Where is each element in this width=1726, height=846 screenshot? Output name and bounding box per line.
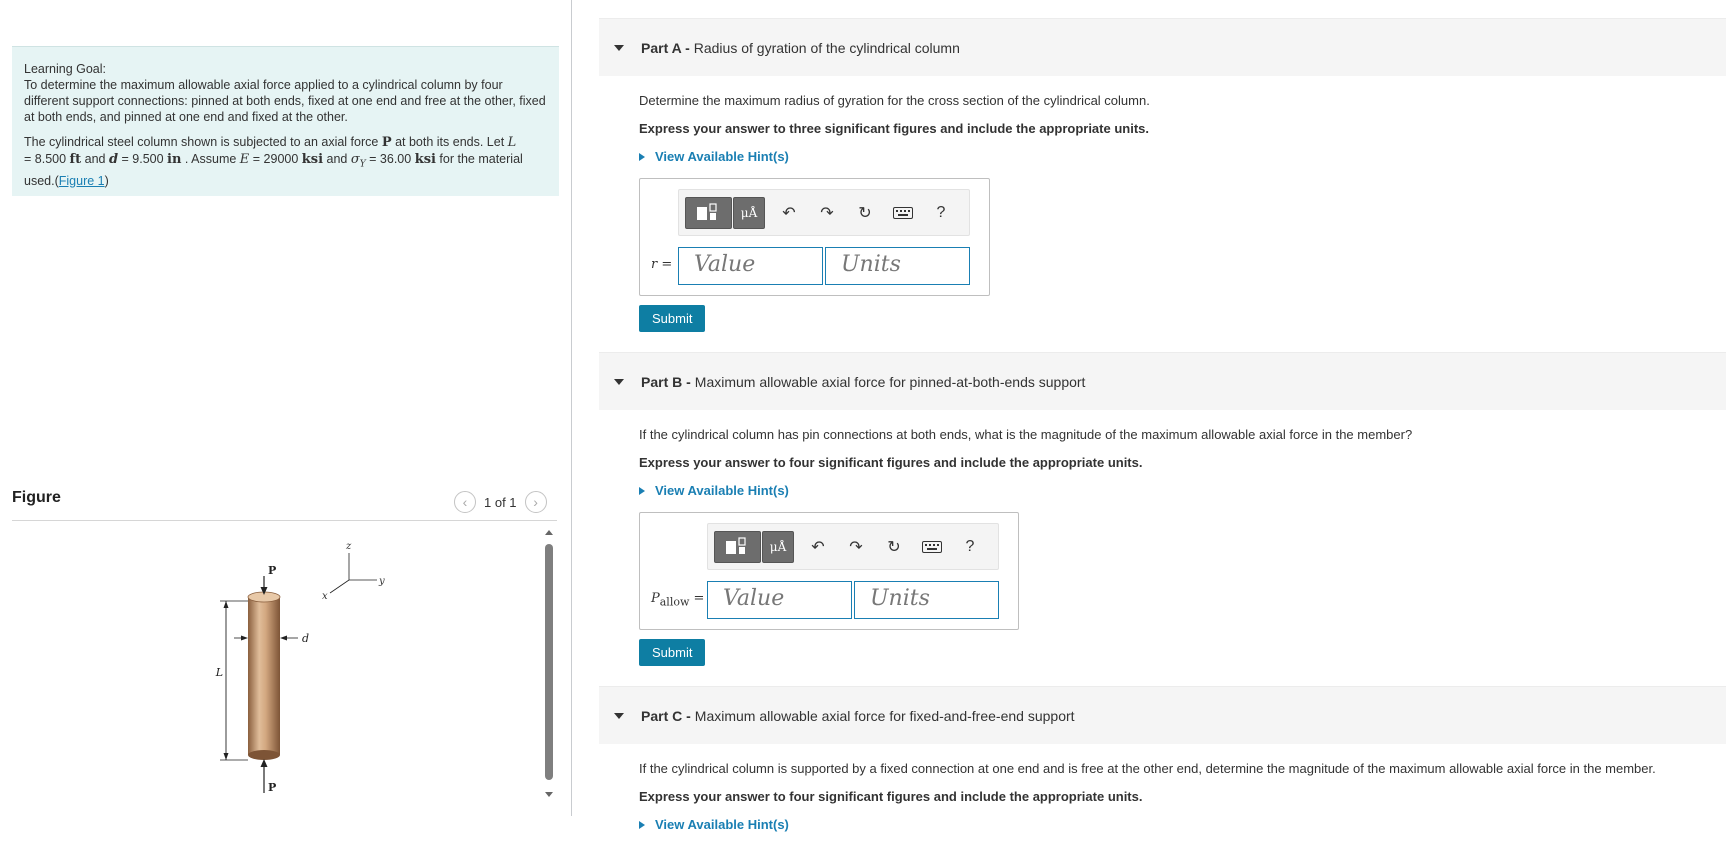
part-b-value-input[interactable]: Value — [707, 581, 852, 619]
var-subscript: allow — [659, 595, 690, 609]
paren: ) — [104, 173, 109, 188]
expand-triangle-icon — [639, 487, 645, 495]
part-b-math-toolbar — [707, 523, 999, 570]
templates-icon — [694, 202, 724, 224]
part-c-instruction: Express your answer to four significant figures and include the appropriate units. — [639, 789, 1143, 804]
part-b-answer-box — [639, 512, 1019, 630]
unit-in: in — [167, 152, 182, 167]
figure-title: Figure — [12, 489, 61, 506]
L-value: = 8.500 — [24, 152, 70, 166]
prev-figure-button[interactable] — [454, 491, 476, 513]
problem-text: and — [323, 152, 351, 166]
part-a-answer-box — [639, 178, 990, 296]
scrollbar-thumb[interactable] — [545, 544, 553, 780]
column-body — [248, 597, 280, 755]
figure-1-link[interactable]: Figure 1 — [58, 173, 105, 188]
paren: ( — [54, 173, 59, 188]
dim-L-arrow-top — [224, 601, 229, 608]
problem-text: . Assume — [181, 152, 240, 166]
axis-x-label: x — [322, 591, 328, 602]
part-b-hint-toggle[interactable] — [639, 483, 1726, 498]
part-b — [599, 352, 1726, 666]
part-c-hint-toggle[interactable] — [639, 817, 1726, 832]
part-a-variable-label — [651, 257, 672, 272]
var-symbol: P — [651, 591, 660, 606]
learning-goal-heading: Learning Goal: — [24, 62, 107, 76]
part-b-submit-button[interactable]: Submit — [639, 639, 705, 666]
unit-ft: ft — [69, 152, 82, 167]
symbols-button[interactable] — [733, 197, 765, 229]
collapse-triangle-icon — [614, 713, 624, 719]
math-E: E — [239, 152, 250, 167]
part-c-body — [599, 744, 1726, 832]
part-b-hint-label: View Available Hint(s) — [655, 483, 789, 498]
keyboard-icon[interactable] — [917, 532, 947, 562]
figure-area — [12, 521, 542, 816]
force-label-bottom: P — [268, 781, 277, 794]
problem-text: and — [81, 152, 109, 166]
force-label-top: P — [268, 564, 277, 577]
part-a-value-input[interactable]: Value — [678, 247, 823, 285]
part-c-question: If the cylindrical column is supported by a fixed connection at one end and is free at the other end, determine the magnitude of the maximum allowable axial force in the member. — [639, 761, 1656, 776]
axis-z-label: z — [346, 541, 352, 552]
learning-goal-text: To determine the maximum allowable axial force applied to a cylindrical column by four different support connections: pinned at both ends, fixed at one end and free at the other, fixed at both ends, and pinned at one end and fixed at the other. — [24, 78, 546, 124]
part-b-units-input[interactable]: Units — [854, 581, 999, 619]
problem-text: at both its ends. Let — [391, 135, 508, 149]
dim-d-left-arrow — [241, 636, 248, 641]
next-figure-button[interactable] — [525, 491, 547, 513]
learning-goal-box — [12, 46, 559, 196]
expand-triangle-icon — [639, 821, 645, 829]
left-pane — [0, 0, 572, 816]
part-a-title: Radius of gyration of the cylindrical column — [693, 39, 960, 56]
part-a-instruction: Express your answer to three significant figures and include the appropriate units. — [639, 121, 1149, 136]
column-bottom-edge — [248, 750, 280, 760]
figure-pager — [454, 491, 547, 513]
redo-icon[interactable]: ↷ — [849, 538, 863, 556]
unit-ksi: ksi — [301, 152, 324, 167]
part-b-header[interactable] — [599, 352, 1726, 410]
part-a-letter: Part A - — [641, 39, 690, 56]
undo-icon[interactable]: ↶ — [782, 204, 796, 222]
collapse-triangle-icon — [614, 379, 624, 385]
part-a-question: Determine the maximum radius of gyration for the cross section of the cylindrical column. — [639, 93, 1150, 108]
reset-icon[interactable]: ↻ — [887, 538, 901, 556]
d-value: = 9.500 — [118, 152, 168, 166]
force-arrowhead-bottom — [261, 759, 268, 767]
problem-text: for the material used. — [24, 152, 523, 188]
part-a-hint-label: View Available Hint(s) — [655, 149, 789, 164]
problem-text: The cylindrical steel column shown is subjected to an axial force — [24, 135, 382, 149]
reset-icon[interactable]: ↻ — [858, 204, 872, 222]
part-a-math-toolbar — [678, 189, 970, 236]
dim-d-right-arrow — [280, 636, 287, 641]
part-c-header[interactable] — [599, 686, 1726, 744]
part-b-letter: Part B - — [641, 373, 691, 390]
part-b-body — [599, 410, 1726, 666]
chevron-left-icon: ‹ — [462, 494, 468, 510]
unit-ksi: ksi — [414, 152, 436, 167]
var-symbol: r — [651, 257, 658, 272]
keyboard-icon[interactable] — [888, 198, 918, 228]
sigma-value: = 36.00 — [365, 152, 415, 166]
chevron-right-icon: › — [533, 494, 538, 510]
mu-angstrom-icon: μÅ — [769, 539, 787, 554]
right-pane — [574, 0, 1726, 832]
equals-sign: = — [657, 257, 673, 272]
part-a-body — [599, 76, 1726, 332]
part-a — [599, 18, 1726, 332]
part-a-hint-toggle[interactable] — [639, 149, 1726, 164]
undo-icon[interactable]: ↶ — [811, 538, 825, 556]
figure-page-count: 1 of 1 — [484, 494, 517, 510]
templates-button[interactable] — [714, 531, 761, 563]
part-a-header[interactable] — [599, 18, 1726, 76]
collapse-triangle-icon — [614, 45, 624, 51]
math-L: L — [507, 135, 517, 150]
part-c-hint-label: View Available Hint(s) — [655, 817, 789, 832]
templates-icon — [723, 536, 753, 558]
math-d: d — [108, 152, 119, 167]
equals-sign: = — [689, 591, 705, 606]
redo-icon[interactable]: ↷ — [820, 204, 834, 222]
expand-triangle-icon — [639, 153, 645, 161]
axis-y-label: y — [379, 576, 385, 587]
part-b-variable-label — [651, 591, 704, 609]
E-value: = 29000 — [249, 152, 302, 166]
dim-L-arrow-bottom — [224, 753, 229, 760]
column-diagram — [12, 521, 542, 816]
part-c-title: Maximum allowable axial force for fixed-and-free-end support — [694, 707, 1075, 724]
part-b-instruction: Express your answer to four significant figures and include the appropriate units. — [639, 455, 1143, 470]
mu-angstrom-icon: μÅ — [740, 205, 758, 220]
part-a-units-input[interactable]: Units — [825, 247, 970, 285]
dim-L-label: L — [215, 666, 223, 679]
help-icon[interactable]: ? — [936, 203, 946, 221]
math-sigma: σ — [350, 152, 360, 167]
part-b-title: Maximum allowable axial force for pinned-at-both-ends support — [694, 373, 1086, 390]
dim-d-label: d — [302, 632, 310, 645]
part-c-letter: Part C - — [641, 707, 691, 724]
scroll-down-arrow-icon[interactable] — [545, 792, 553, 797]
problem-statement — [24, 134, 547, 189]
scroll-up-arrow-icon[interactable] — [545, 530, 553, 535]
part-c — [599, 686, 1726, 846]
help-icon[interactable]: ? — [965, 537, 975, 555]
templates-button[interactable] — [685, 197, 732, 229]
figure-scrollbar[interactable] — [542, 530, 556, 805]
part-a-submit-button[interactable]: Submit — [639, 305, 705, 332]
symbols-button[interactable] — [762, 531, 794, 563]
math-sigma-sub-Y: Y — [359, 159, 366, 170]
math-P: P — [381, 135, 392, 150]
part-b-question: If the cylindrical column has pin connections at both ends, what is the magnitude of the maximum allowable axial force in the member? — [639, 427, 1413, 442]
axis-x — [330, 580, 349, 593]
